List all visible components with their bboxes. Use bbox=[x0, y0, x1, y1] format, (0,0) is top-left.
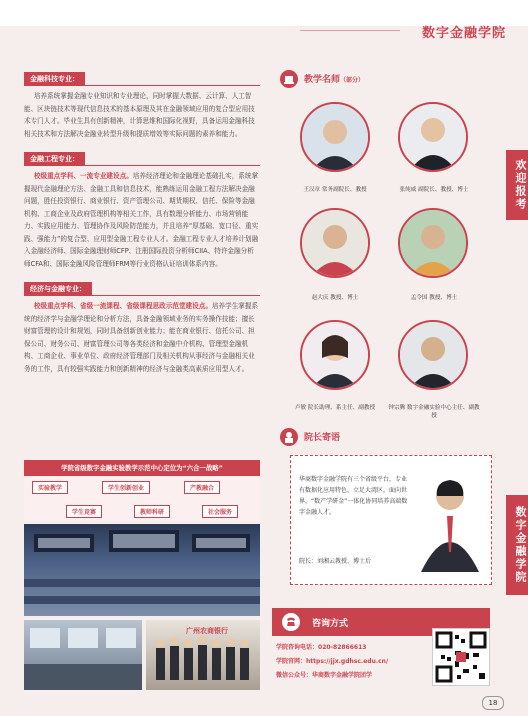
person-icon bbox=[400, 210, 466, 276]
brand-divider bbox=[300, 30, 400, 31]
contact-label: 微信公众号： bbox=[276, 672, 313, 679]
section-highlight: 校级重点学科、省级一流课程、省级课程思政示范堂建设点。 bbox=[33, 302, 212, 310]
teacher-caption: 赵大庆 教授、博士 bbox=[311, 295, 359, 301]
lab-banner: 学院省级数字金融实验教学示范中心定位为“六合一战略” bbox=[24, 460, 260, 476]
brand-title: 数字金融学院 bbox=[421, 26, 506, 41]
contact-title: 咨询方式 bbox=[312, 619, 349, 629]
contact-label: 学院官网： bbox=[276, 658, 307, 665]
qr-code-icon bbox=[433, 629, 489, 685]
section-body: 培养经济理论和金融理论基础扎实，系统掌握现代金融理论方法、金融工具和信息技术，能熟练运用金融工程方法解决金融问题，胜任投资银行、商业银行、资产管理公司、期货期权、信托、保险等金融机构、工商企业及政府管理机构等相关工作，具有数理分析能力、市场营销能力、实践应用能力、管理协作及风险防范能力，并且培养“厚基础、宽口径、重实践、强能力”的复合型、应用型金融工程专业人才。金融工程专业人才培养计划融入金融经济师、国际金融理财师CFP、注册国际投资分析师CIIA、特许金融分析师CFA和、国际金融风险管理师FRM等行业资格认证培训体系内容。 bbox=[24, 172, 259, 268]
section-body: 培养学生掌握系统的经济学与金融学理论和分析方法，具备金融领域业务的实务操作技能；擅长财富管理的设计和规划，同时具备创新创业能力；能在商业银行、信托公司、担保公司、财务公司、财富管理公司等各类经济和金融中介机构、管理型金融机构、工商企业、事业单位、政府经济管理部门及相关机构从事经济与金融相关业务的工作，具有较强实践能力和创新精神的经济与金融类高素质应用型人才。 bbox=[24, 302, 259, 373]
section-paragraph bbox=[24, 170, 260, 270]
section-paragraph bbox=[24, 300, 260, 375]
pill-service: 社会服务 bbox=[202, 505, 238, 518]
dean-icon-graphic bbox=[280, 428, 298, 446]
section-header: 金融工程专业： bbox=[24, 152, 85, 166]
section-header: 经济与金融专业： bbox=[24, 282, 92, 296]
teacher-icon-graphic bbox=[280, 70, 298, 88]
teacher-avatar bbox=[300, 320, 370, 390]
dean-signature: 院长：刘湘云教授、博士后 bbox=[299, 558, 372, 565]
dean-title: 院长寄语 bbox=[304, 433, 341, 443]
teacher-caption: 孟令国 教授、博士 bbox=[410, 295, 458, 301]
section-paragraph: 培养系统掌握金融专业知识和专业理论，同时掌握大数据、云计算、人工智能、区块链技术等现代信息技术的基本原理及其在金融领域应用的复合型应用技术专门人才。毕业生具有创新精神，计算思维和国际化视野，具备运用金融科技相关技术和方法解决金融业转型升级和提质增效等实际问题的素养和能力。 bbox=[24, 92, 255, 138]
majors-column bbox=[24, 66, 260, 381]
pill-competition: 学生竞赛 bbox=[66, 505, 102, 518]
qr-code bbox=[432, 628, 490, 686]
section-financial-engineering bbox=[24, 146, 260, 270]
teacher-caption: 卢敏 院长助理、系主任、副教授 bbox=[294, 405, 376, 411]
teacher-icon bbox=[280, 70, 298, 88]
teacher-avatar bbox=[300, 102, 370, 172]
contact-value: 020-82866613 bbox=[318, 644, 367, 651]
contact-wechat bbox=[276, 670, 372, 679]
teacher-caption: 钟宗腾 数字金融实验中心主任、副教授 bbox=[388, 405, 480, 419]
group-figures bbox=[146, 620, 260, 690]
teachers-title-text: 教学名师 bbox=[304, 75, 341, 85]
section-header: 金融科技专业： bbox=[24, 72, 85, 86]
section-highlight: 校级重点学科、一流专业建设点。 bbox=[33, 172, 133, 180]
classroom-photo bbox=[24, 620, 142, 690]
contact-website bbox=[276, 656, 388, 665]
dean-photo bbox=[417, 472, 483, 572]
pill-experimental-teaching: 实验教学 bbox=[32, 481, 68, 494]
classroom-photo-graphic bbox=[24, 620, 142, 690]
section-fintech bbox=[24, 66, 260, 140]
teacher-avatar bbox=[398, 320, 468, 390]
section-economics-finance bbox=[24, 276, 260, 375]
teacher-avatar bbox=[300, 208, 370, 278]
contact-label: 学院咨询电话： bbox=[276, 644, 319, 651]
phone-icon bbox=[282, 613, 300, 631]
lab-photo bbox=[24, 524, 260, 616]
contact-value: 华商数字金融学院团学 bbox=[312, 672, 373, 679]
dean-message-box bbox=[290, 455, 492, 585]
pill-innovation: 学生创新创业 bbox=[102, 481, 150, 494]
person-icon bbox=[417, 472, 483, 572]
person-icon bbox=[400, 322, 466, 388]
person-icon bbox=[302, 210, 368, 276]
teachers-subtitle: （部分） bbox=[340, 77, 365, 84]
page-number: 18 bbox=[482, 696, 504, 710]
teacher-avatar bbox=[398, 208, 468, 278]
pill-research: 教师科研 bbox=[134, 505, 170, 518]
pill-industry: 产教融合 bbox=[184, 481, 220, 494]
person-icon bbox=[302, 104, 368, 170]
contact-phone bbox=[276, 642, 366, 651]
side-tab-college: 数字金融学院 bbox=[506, 495, 528, 595]
teacher-avatar bbox=[398, 102, 468, 172]
bank-sign: 广州农商银行 bbox=[186, 627, 228, 635]
person-icon bbox=[302, 322, 368, 388]
teachers-title bbox=[304, 72, 364, 85]
teacher-caption: 王汉章 常务副院长、教授 bbox=[303, 187, 367, 193]
side-tab-welcome: 欢迎报考 bbox=[506, 150, 528, 220]
person-icon bbox=[400, 104, 466, 170]
bank-visit-photo bbox=[146, 620, 260, 690]
contact-value: https://jjx.gdhsc.edu.cn/ bbox=[306, 658, 389, 665]
six-in-one-diagram bbox=[24, 477, 260, 521]
dean-icon bbox=[280, 428, 298, 446]
teacher-caption: 张纯威 副院长、教授、博士 bbox=[399, 187, 469, 193]
dean-message: 华商数字金融学院有三个省级平台，专业有数据化应用特色，立足大湾区，面向世界，“数产学研金”一体化协同培养高端数字金融人才。 bbox=[299, 476, 408, 516]
lab-photo-graphic bbox=[24, 524, 260, 616]
